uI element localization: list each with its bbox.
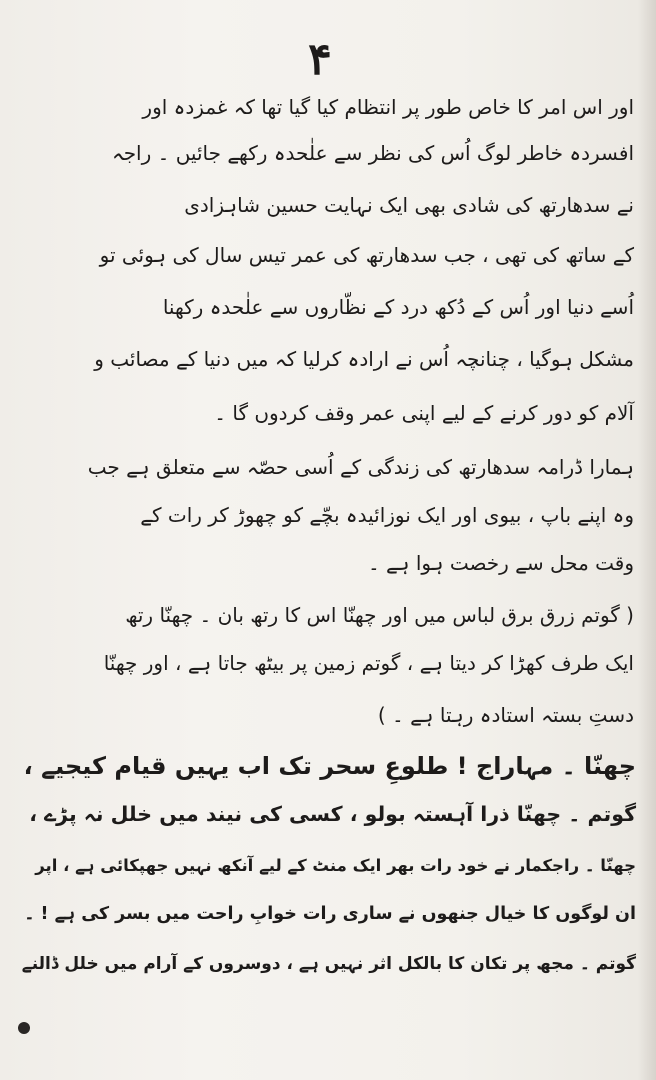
narration-line: آلام کو دور کرنے کے لیے اپنی عمر وقف کردوں گا ۔ — [214, 401, 634, 425]
dialogue-text: مجھ پر تکان کا بالکل اثر نہیں ہے ، دوسروں کے آرام میں خلل ڈالنے — [21, 954, 574, 974]
page-mark-dot — [18, 1022, 30, 1034]
speaker-name: گوتم ۔ — [568, 802, 636, 826]
narration-line: مشکل ہوگیا ، چنانچہ اُس نے ارادہ کرلیا کہ میں دنیا کے مصائب و — [94, 347, 634, 371]
dialogue-line — [20, 848, 636, 884]
narration-line: وقت محل سے رخصت ہوا ہے ۔ — [367, 551, 634, 575]
narration-line: اُسے دنیا اور اُس کے دُکھ درد کے نظّاروں سے علٰحدہ رکھنا — [162, 295, 634, 319]
speaker-name: چھنّا ۔ — [561, 752, 636, 780]
narration-line: نے سدھارتھ کی شادی بھی ایک نہایت حسین شاہزادی — [184, 193, 634, 217]
dialogue-text: راجکمار نے خود رات بھر ایک منٹ کے لیے آنکھ نہیں جھپکائی ہے ، اپر — [35, 856, 580, 875]
page-number: ۴ — [308, 34, 332, 85]
narration-line: ہمارا ڈرامہ سدھارتھ کی زندگی کے اُسی حصّہ سے متعلق ہے جب — [87, 455, 634, 479]
dialogue-text: ان لوگوں کا خیال جنھوں نے ساری رات خوابِ راحت میں بسر کی ہے ! ۔ — [24, 904, 636, 924]
dialogue-line — [20, 946, 636, 982]
dialogue-line — [20, 896, 636, 932]
narration-line: افسردہ خاطر لوگ اُس کی نظر سے علٰحدہ رکھے جائیں ۔ راجہ — [111, 141, 634, 165]
dialogue-text: چھنّا ذرا آہستہ بولو ، کسی کی نیند میں خلل نہ پڑے ، — [29, 802, 562, 826]
speaker-name: چھنّا ۔ — [584, 856, 636, 875]
narration-line: کے ساتھ کی تھی ، جب سدھارتھ کی عمر تیس سال کی ہوئی تو — [99, 243, 634, 267]
dialogue-text: مہاراج ! طلوعِ سحر تک اب یہیں قیام کیجیے ، — [23, 752, 554, 780]
dialogue-line — [20, 796, 636, 832]
narration-line: اور اس امر کا خاص طور پر انتظام کیا گیا تھا کہ غمزدہ اور — [142, 95, 634, 119]
speaker-name: گوتم ۔ — [579, 954, 636, 974]
stage-direction-line: ( گوتم زرق برق لباس میں اور چھنّا اس کا رتھ بان ۔ چھنّا رتھ — [125, 603, 634, 627]
narration-line: وہ اپنے باپ ، بیوی اور ایک نوزائیدہ بچّے کو چھوڑ کر رات کے — [140, 503, 634, 527]
stage-direction-line: دستِ بستہ استادہ رہتا ہے ۔ ) — [377, 703, 634, 727]
dialogue-line — [20, 748, 636, 784]
stage-direction-line: ایک طرف کھڑا کر دیتا ہے ، گوتم زمین پر بیٹھ جاتا ہے ، اور چھنّا — [103, 651, 634, 675]
